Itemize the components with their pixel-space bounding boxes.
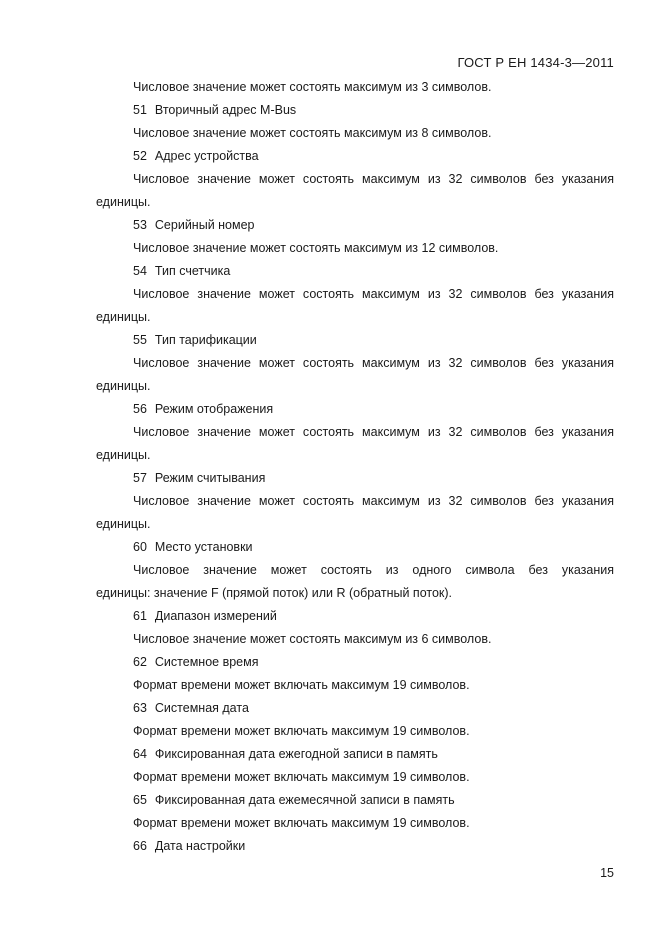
section-title: Диапазон измерений [154,609,277,623]
section-title: Адрес устройства [154,149,259,163]
section-heading-54 [133,263,230,279]
section-title: Системная дата [154,701,249,715]
section-title: Фиксированная дата ежемесячной записи в память [154,793,455,807]
section-number: 57 [133,471,147,485]
section-heading-65 [133,792,455,808]
section-number: 51 [133,103,147,117]
section-number: 63 [133,701,147,715]
section-heading-61 [133,608,277,624]
section-number: 56 [133,402,147,416]
section-number: 65 [133,793,147,807]
paragraph-line: Числовое значение может состоять максимум из 8 символов. [133,126,492,140]
section-number: 52 [133,149,147,163]
paragraph-line: Формат времени может включать максимум 19 символов. [133,724,470,738]
section-heading-53 [133,217,255,233]
page-header: ГОСТ Р ЕН 1434-3—2011 [457,55,614,70]
section-heading-51 [133,102,296,118]
section-title: Место установки [154,540,253,554]
section-title: Фиксированная дата ежегодной записи в память [154,747,438,761]
paragraph-line: Числовое значение может состоять максимум из 32 символов без указания [133,356,614,370]
paragraph-line: Числовое значение может состоять максимум из 12 символов. [133,241,499,255]
paragraph-line: Формат времени может включать максимум 19 символов. [133,816,470,830]
paragraph-line: единицы. [96,195,151,209]
section-title: Тип счетчика [154,264,231,278]
paragraph-line: единицы. [96,448,151,462]
section-number: 60 [133,540,147,554]
section-number: 53 [133,218,147,232]
paragraph-line: единицы. [96,310,151,324]
section-title: Системное время [154,655,259,669]
paragraph-line: единицы: значение F (прямой поток) или R (обратный поток). [96,586,453,600]
paragraph-line: Числовое значение может состоять максимум из 32 символов без указания [133,425,614,439]
paragraph-line: Числовое значение может состоять максимум из 3 символов. [133,80,492,94]
section-title: Режим отображения [154,402,274,416]
section-heading-57 [133,470,265,486]
section-heading-52 [133,148,259,164]
paragraph-line: Числовое значение может состоять максимум из 6 символов. [133,632,492,646]
paragraph-line: Числовое значение может состоять максимум из 32 символов без указания [133,287,614,301]
paragraph-line: единицы. [96,517,151,531]
paragraph-line: Формат времени может включать максимум 19 символов. [133,770,470,784]
section-heading-66 [133,838,245,854]
section-title: Дата настройки [154,839,246,853]
section-number: 61 [133,609,147,623]
section-number: 62 [133,655,147,669]
section-number: 54 [133,264,147,278]
paragraph-line: Числовое значение может состоять из одного символа без указания [133,563,614,577]
section-number: 64 [133,747,147,761]
section-number: 55 [133,333,147,347]
section-heading-56 [133,401,273,417]
section-title: Тип тарификации [154,333,257,347]
paragraph-line: Числовое значение может состоять максимум из 32 символов без указания [133,172,614,186]
section-heading-60 [133,539,253,555]
paragraph-line: единицы. [96,379,151,393]
paragraph-line: Числовое значение может состоять максимум из 32 символов без указания [133,494,614,508]
paragraph-line: Формат времени может включать максимум 19 символов. [133,678,470,692]
page-number: 15 [600,866,614,880]
section-title: Серийный номер [154,218,255,232]
section-title: Вторичный адрес M-Bus [154,103,297,117]
section-heading-64 [133,746,438,762]
section-title: Режим считывания [154,471,266,485]
section-heading-55 [133,332,257,348]
section-heading-62 [133,654,258,670]
section-heading-63 [133,700,249,716]
section-number: 66 [133,839,147,853]
